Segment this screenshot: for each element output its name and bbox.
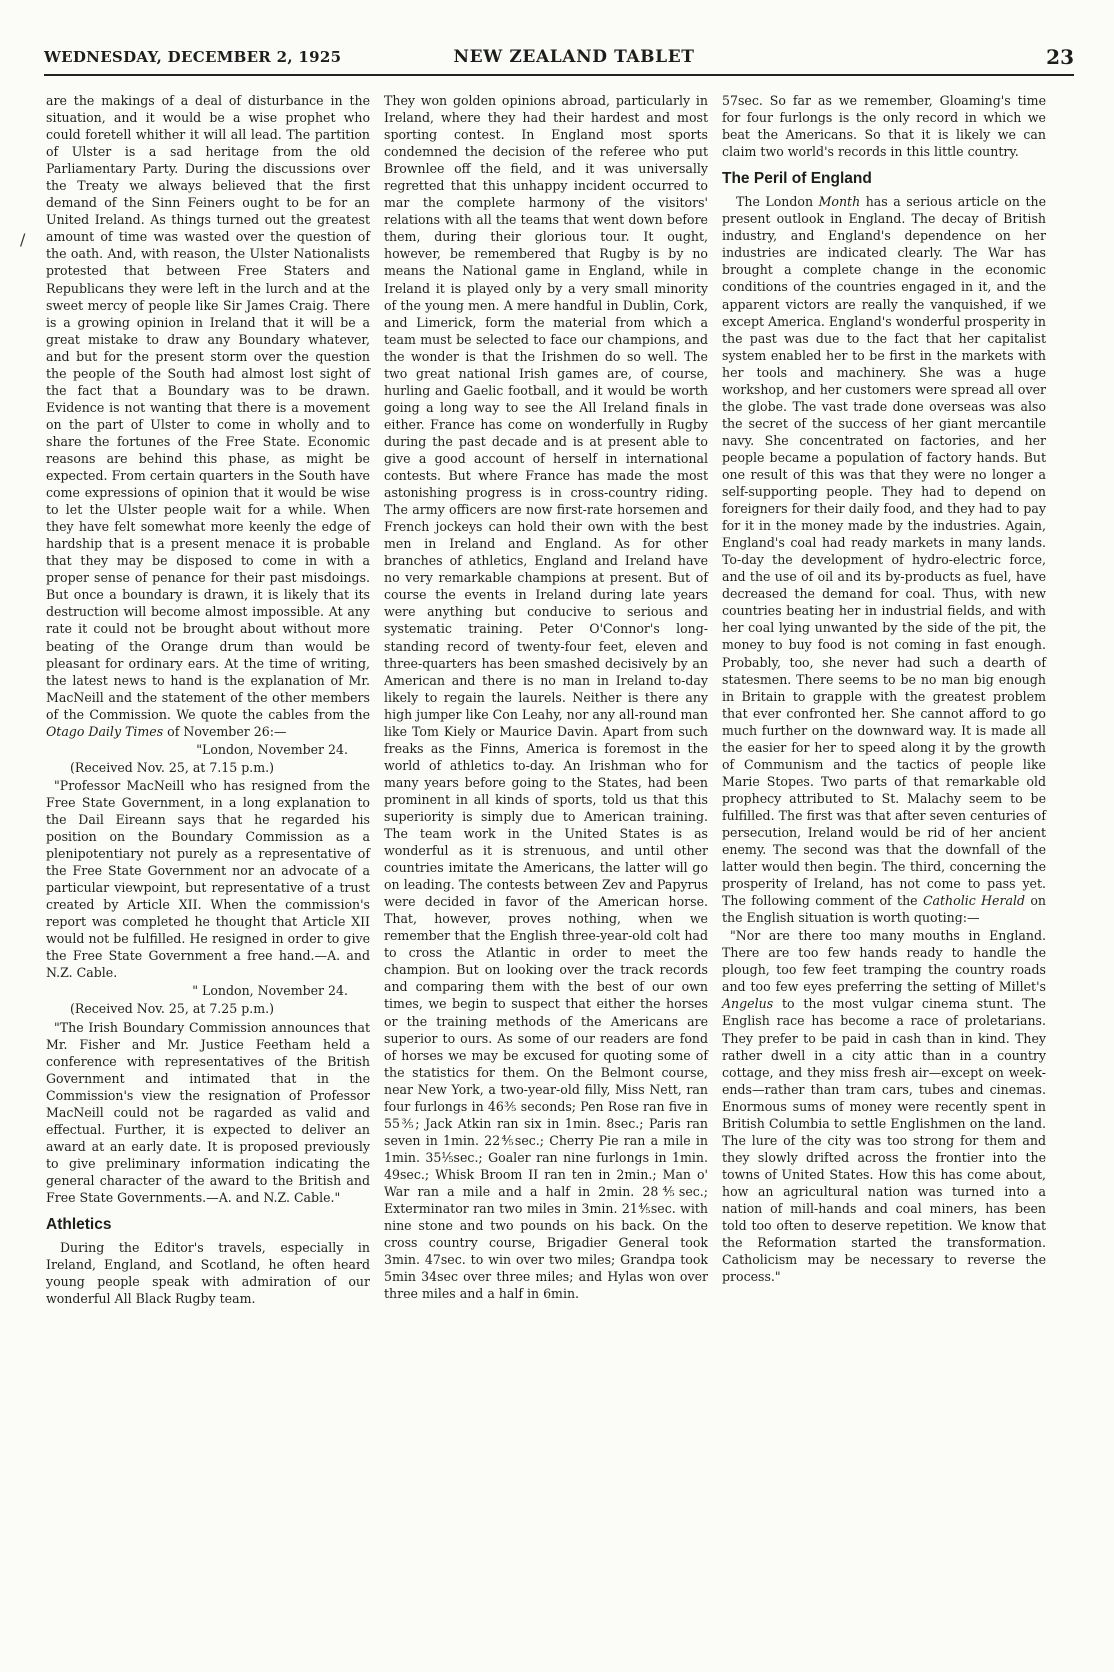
paragraph-text: on the English situation is worth quoting:— [722,893,1046,926]
cable-dateline: "London, November 24. [196,741,348,757]
cable-quote: "Professor MacNeill who has resigned from the Free State Government, in a long explanation to the Dail Eireann says that he regarded his position on the Boundary Commission as a plenipotentiary not purely as a representative of the Free State Government nor an advocate of a particular viewpoint, but representative of a trust created by Article XII. When the commission's report was completed he thought that Article XII would not be fulfilled. He resigned in order to give the Free State Government a free hand.—A. and N.Z. Cable. [46,777,370,981]
paragraph: 57sec. So far as we remember, Gloaming's time for four furlongs is the only record in which we beat the Americans. So that it is likely we can claim two world's records in this little country. [722,93,1046,160]
column-2 [384,92,708,1303]
paragraph-text: "Nor are there too many mouths in England. There are too few hands ready to handle the plough, too few feet tramping the country roads and too few eyes preferring the setting of Millet's [722,928,1046,995]
cable-dateline: " London, November 24. [192,983,348,999]
issue-date: WEDNESDAY, DECEMBER 2, 1925 [44,48,342,66]
page-number: 23 [1046,45,1074,69]
quoted-passage [722,927,1046,1285]
paragraph-text: to the most vulgar cinema stunt. The English race has become a race of proletarians. They prefer to be paid in cash than in kind. They rather dwell in a city attic than in a country cottage, and they miss fresh air—except on week-ends—rather than tram cars, tubes and cinemas. Enormous sums of money were recently spent in British Columbia to settle Englishmen on the land. The lure of the city was too strong for them and they slowly drifted across the frontier into the towns of United States. How this has come about, how an agricultural nation was turned into a nation of mill-hands and coal miners, has been told too often to deserve repetition. We know that the Reformation started the transformation. Catholicism may be necessary to reverse the process." [722,996,1046,1285]
paragraph: During the Editor's travels, especially in Ireland, England, and Scotland, he often heard young people speak with admiration of our wonderful All Black Rugby team. [46,1240,370,1307]
paragraph-text: are the makings of a deal of disturbance in the situation, and it would be a wise prophet who could foretell whither it will all lead. The partition of Ulster is a sad heritage from the old Parliamentary Party. During the discussions over the Treaty we always believed that the first demand of the Sinn Feiners ought to be for an United Ireland. As things turned out the greatest amount of time was wasted over the question of the oath. And, with reason, the Ulster Nationalists protested that between Free Staters and Republicans they were left in the lurch and at the sweet mercy of people like Sir James Craig. There is a growing opinion in Ireland that it will be a great mistake to draw any Boundary whatever, and but for the present storm over the question the people of the South had almost lost sight of the fact that a Boundary was to be drawn. Evidence is not wanting that there is a movement on the part of Ulster to come in wholly and to share the fortunes of the Free State. Economic reasons are behind this phase, as might be expected. From certain quarters in the South have come expressions of opinion that it would be wise to let the Ulster people wait for a while. When they have felt somewhat more keenly the edge of hardship that is a present menace it is probable that they may be disposed to come in with a proper sense of penance for their past misdoings. But once a boundary is drawn, it is likely that its destruction will become almost impossible. At any rate it could not be brought about without more beating of the Orange drum than would be pleasant for ordinary ears. At the time of writing, the latest news to hand is the explanation of Mr. MacNeill and the statement of the other members of the Commission. We quote the cables from the [46,93,370,722]
paragraph-text: of November 26:— [163,723,287,739]
paragraph-text: has a serious article on the present outlook in England. The decay of British industry, and England's dependence on her industries are indicated clearly. The War has brought a complete change in the economic conditions of the countries engaged in it, and the apparent victors are really the vanquished, if we except America. England's wonderful prosperity in the past was due to the fact that her capitalist system enabled her to be first in the markets with her tools and machinery. She was a huge workshop, and her customers were spread all over the globe. The vast trade done overseas was also the secret of the success of her giant mercantile navy. She concentrated on factories, and her people became a population of factory hands. But one result of this was that they were no longer a self-supporting people. They had to depend on foreigners for their daily food, and they had to pay for it in the money made by the industries. Again, England's coal had ready markets in many lands. To-day the development of hydro-electric force, and the use of oil and its by-products as fuel, have decreased the demand for coal. Thus, with new countries beating her in industrial fields, and with her coal lying unwanted by the side of the pit, the money to buy food is not coming in fast enough. Probably, too, she never had such a dearth of statesmen. There seems to be no man big enough in Britain to grapple with the greatest problem that ever confronted her. She cannot afford to go much further on the downward way. It is made all the easier for her to speed along it by the growth of Communism and the tactics of people like Marie Stopes. Two parts of that remarkable old prophecy attributed to St. Malachy seem to be fulfilled. The first was that after seven centuries of persecution, Ireland would be rid of her ancient enemy. The second was that the downfall of the latter would then begin. The third, concerning the prosperity of Ireland, has not come to pass yet. The following comment of the [722,194,1046,909]
section-heading-athletics: Athletics [46,1216,112,1234]
newspaper-name: Otago Daily Times [46,723,164,739]
cable-received: (Received Nov. 25, at 7.25 p.m.) [70,1001,275,1017]
publication-title: NEW ZEALAND TABLET [453,47,695,67]
publication-name: Catholic Herald [922,893,1025,909]
section-heading-peril-of-england: The Peril of England [722,170,872,188]
column-1 [46,92,370,1308]
page-header [44,44,1074,76]
publication-name: Month [818,194,861,210]
margin-mark: / [20,230,26,249]
artwork-title: Angelus [722,996,774,1012]
cable-quote: "The Irish Boundary Commission announces that Mr. Fisher and Mr. Justice Feetham held a conference with representatives of the British Government and intimated that in the Commission's view the resignation of Professor MacNeill could not be ragarded as valid and effectual. Further, it is expected to deliver an award at an early date. It is proposed previously to give preliminary information indicating the general character of the award to the British and Free State Governments.—A. and N.Z. Cable." [46,1019,370,1205]
column-3 [722,92,1046,1286]
paragraph [46,92,370,740]
cable-received: (Received Nov. 25, at 7.15 p.m.) [70,759,275,775]
paragraph-text: The London [736,194,819,210]
paragraph: They won golden opinions abroad, particularly in Ireland, where they had their hardest and most sporting contest. In England most sports condemned the decision of the referee who put Brownlee off the field, and it was universally regretted that this unhappy incident occurred to mar the complete harmony of the visitors' relations with all the teams that went down before them, during their glorious tour. It ought, however, be remembered that Rugby is by no means the National game in England, while in Ireland it is played only by a very small minority of the young men. A mere handful in Dublin, Cork, and Limerick, form the material from which a team must be selected to face our champions, and the wonder is that the Irishmen do so well. The two great national Irish games are, of course, hurling and Gaelic football, and it would be worth going a long way to see the All Ireland finals in either. France has come on wonderfully in Rugby during the past decade and is at present able to give a good account of herself in international contests. But where France has made the most astonishing progress is in cross-country riding. The army officers are now first-rate horsemen and French jockeys can hold their own with the best men in Ireland and England. As for other branches of athletics, England and Ireland have no very remarkable champions at present. But of course the events in Ireland during late years were anything but conducive to serious and systematic training. Peter O'Connor's long-standing record of twenty-four feet, eleven and three-quarters has been smashed decisively by an American and there is no man in Ireland to-day likely to regain the laurels. Neither is there any high jumper like Con Leahy, nor any all-round man like Tom Kiely or Maurice Davin. Apart from such freaks as the Finns, America is foremost in the world of athletics to-day. An Irishman who for many years before going to the States, had been prominent in all kinds of sports, told us that this superiority is simply due to American training. The team work in the United States is as wonderful as it is strenuous, and until other countries imitate the Americans, the latter will go on leading. The contests between Zev and Papyrus were decided in favor of the American horse. That, however, proves nothing, when we remember that the English three-year-old colt had to cross the Atlantic in order to meet the champion. But on looking over the track records and comparing them with the best of our own times, we begin to suspect that either the horses or the training methods of the Americans are superior to ours. As some of our readers are fond of horses we may be excused for quoting some of the statistics for them. On the Belmont course, near New York, a two-year-old filly, Miss Nett, ran four furlongs in 46⅗ seconds; Pen Rose ran five in 55⅗; Jack Atkin ran six in 1min. 8sec.; Paris ran seven in 1min. 22⅘sec.; Cherry Pie ran a mile in 1min. 35⅕sec.; Goaler ran nine furlongs in 1min. 49sec.; Whisk Broom II ran ten in 2min.; Man o' War ran a mile and a half in 2min. 28⅘sec.; Exterminator ran two miles in 3min. 21⅘sec. with nine stone and two pounds on his back. On the cross country course, Brigadier General took 3min. 47sec. to win over two miles; Grandpa took 5min 34sec over three miles; and Hylas won over three miles and a half in 6min. [384,93,708,1302]
paragraph [722,193,1046,926]
